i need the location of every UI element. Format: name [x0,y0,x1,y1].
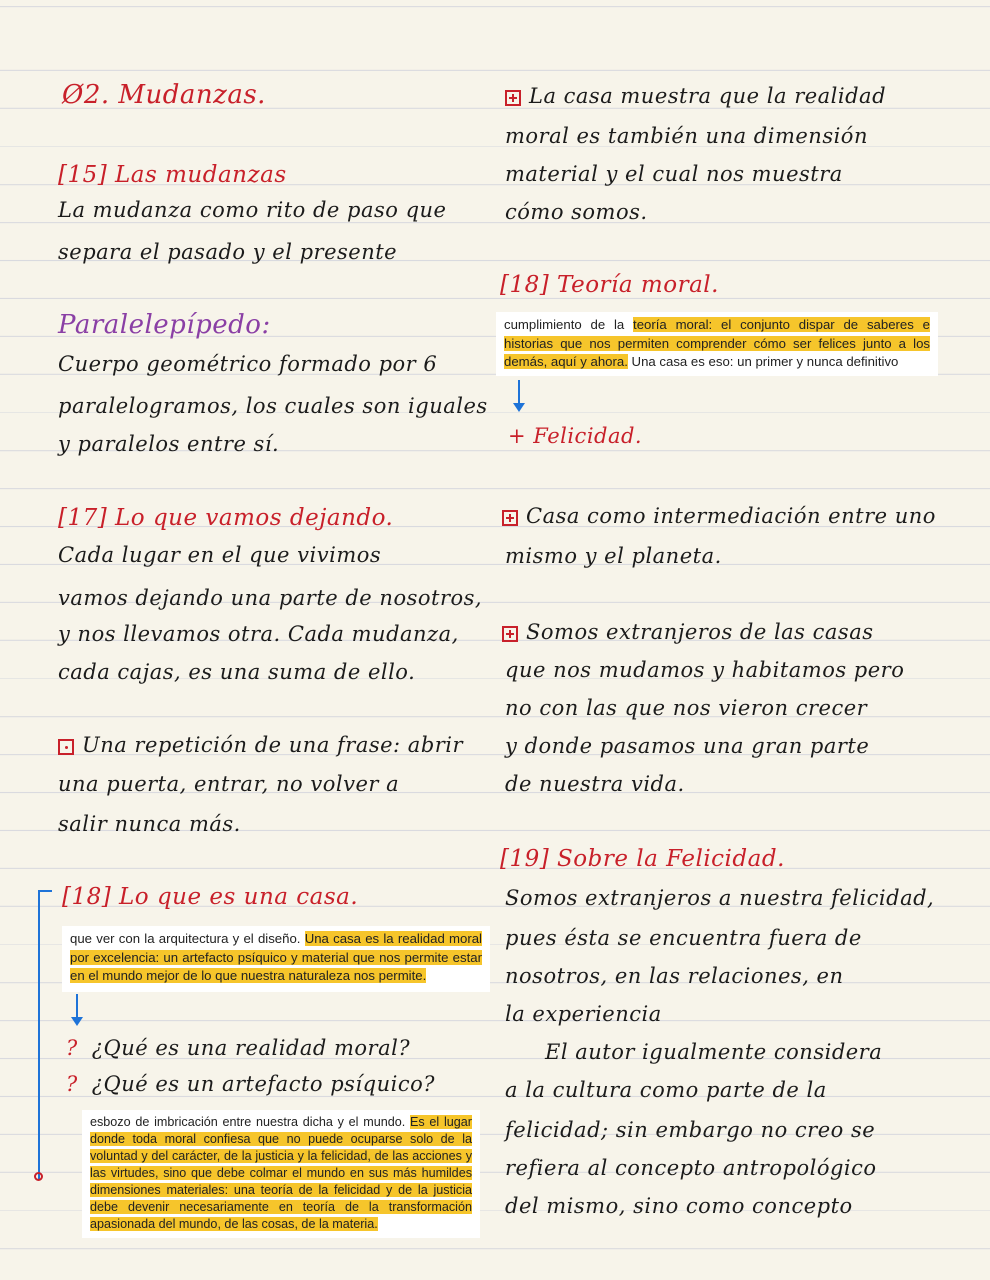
note-repeticion-text: Una repetición de una frase: abrir [82,733,464,757]
down-arrow-icon [76,994,78,1022]
note-plus-felicidad [508,424,642,448]
note-15-line-2: separa el pasado y el presente [58,240,398,264]
note-intermediacion-line-2: mismo y el planeta. [505,544,722,568]
note-extranjeros-text: Somos extranjeros de las casas [526,620,874,644]
note-para-line-3: y paralelos entre sí. [58,432,280,456]
note-17-line-3: y nos llevamos otra. Cada mudanza, [58,622,459,646]
note-repeticion-line-1 [58,733,463,757]
blue-bracket [38,890,52,1180]
note-felicidad-line-7: felicidad; sin embargo no creo se [505,1118,876,1142]
heading-15-las-mudanzas: [15] Las mudanzas [58,162,287,188]
question-mark-icon: ? [66,1036,78,1060]
excerpt-casa-plain: que ver con la arquitectura y el diseño. [70,931,305,946]
note-17-line-4: cada cajas, es una suma de ello. [58,660,416,684]
note-felicidad-line-3: nosotros, en las relaciones, en [505,964,844,988]
question-2-text: ¿Qué es un artefacto psíquico? [91,1072,435,1096]
plus-box-icon [505,90,521,106]
note-repeticion-line-3: salir nunca más. [58,812,241,836]
note-felicidad-line-5: El autor igualmente considera [545,1040,883,1064]
note-casa-line-1 [505,84,886,108]
note-repeticion-line-2: una puerta, entrar, no volver a [58,772,400,796]
note-15-line-1: La mudanza como rito de paso que [58,198,447,222]
heading-paralelepipedo: Paralelepípedo: [58,310,271,340]
note-extranjeros-line-3: no con las que nos vieron crecer [505,696,868,720]
book-excerpt-casa [62,926,490,992]
bracket-end-dot [34,1172,43,1181]
heading-17-lo-que-vamos-dejando: [17] Lo que vamos dejando. [58,505,394,531]
note-casa-text: La casa muestra que la realidad [529,84,887,108]
note-felicidad-line-6: a la cultura como parte de la [505,1078,827,1102]
note-felicidad-line-2: pues ésta se encuentra fuera de [505,926,862,950]
note-intermediacion-text: Casa como intermediación entre uno [526,504,936,528]
note-casa-line-2: moral es también una dimensión [505,124,868,148]
note-felicidad-line-9: del mismo, sino como concepto [505,1194,853,1218]
note-extranjeros-line-5: de nuestra vida. [505,772,685,796]
excerpt-moral-highlight: Es el lugar donde toda moral confiesa que no puede ocuparse solo de la voluntad y del carácter, de la justicia y la felicidad, de las acciones y las virtudes, sino que debe colmar el mundo en sus más humildes dimensiones materiales: una teoría de la felicidad y de la justicia debe devenir necesariamente en teoría de la transformación apasionada del mundo, de las cosas, de la materia. [90,1115,472,1231]
question-realidad-moral [66,1036,410,1060]
note-extranjeros-line-1 [502,620,874,644]
note-17-line-2: vamos dejando una parte de nosotros, [58,586,483,610]
excerpt-moral-plain: esbozo de imbricación entre nuestra dicha y el mundo. [90,1115,410,1129]
excerpt-teoria-highlight: teoría moral: el conjunto dispar de saberes e historias que nos permiten comprender cómo ser felices junto a los demás, aquí y ahora. [504,317,930,369]
note-para-line-2: paralelogramos, los cuales son iguales [58,394,488,418]
heading-18-teoria-moral: [18] Teoría moral. [500,272,719,298]
note-casa-line-4: cómo somos. [505,200,648,224]
down-arrow-icon [518,380,520,408]
section-title-mudanzas: Ø2. Mudanzas. [62,80,266,110]
excerpt-casa-highlight: Una casa es la realidad moral por excelencia: un artefacto psíquico y material que nos permite estar en el mundo mejor de lo que nuestra naturaleza nos permite. [70,931,482,983]
question-1-text: ¿Qué es una realidad moral? [91,1036,411,1060]
heading-19-sobre-la-felicidad: [19] Sobre la Felicidad. [500,846,785,872]
note-extranjeros-line-2: que nos mudamos y habitamos pero [505,658,905,682]
book-excerpt-teoria [496,312,938,376]
note-extranjeros-line-4: y donde pasamos una gran parte [505,734,870,758]
excerpt-teoria-post: Una casa es eso: un primer y nunca definitivo [627,354,899,369]
note-para-line-1: Cuerpo geométrico formado por 6 [58,352,438,376]
note-intermediacion-line-1 [502,504,936,528]
book-excerpt-moral [82,1110,480,1238]
plus-felicidad-text: + Felicidad. [508,424,643,448]
note-17-line-1: Cada lugar en el que vivimos [58,543,382,567]
question-mark-icon: ? [66,1072,78,1096]
excerpt-teoria-plain: cumplimiento de la [504,317,634,332]
note-felicidad-line-8: refiera al concepto antropológico [505,1156,877,1180]
plus-box-icon [502,626,518,642]
dot-box-icon [58,739,74,755]
note-felicidad-line-1: Somos extranjeros a nuestra felicidad, [505,886,935,910]
question-artefacto-psiquico [66,1072,435,1096]
plus-box-icon [502,510,518,526]
heading-18-lo-que-es-una-casa: [18] Lo que es una casa. [62,884,359,910]
note-casa-line-3: material y el cual nos muestra [505,162,843,186]
note-felicidad-line-4: la experiencia [505,1002,662,1026]
